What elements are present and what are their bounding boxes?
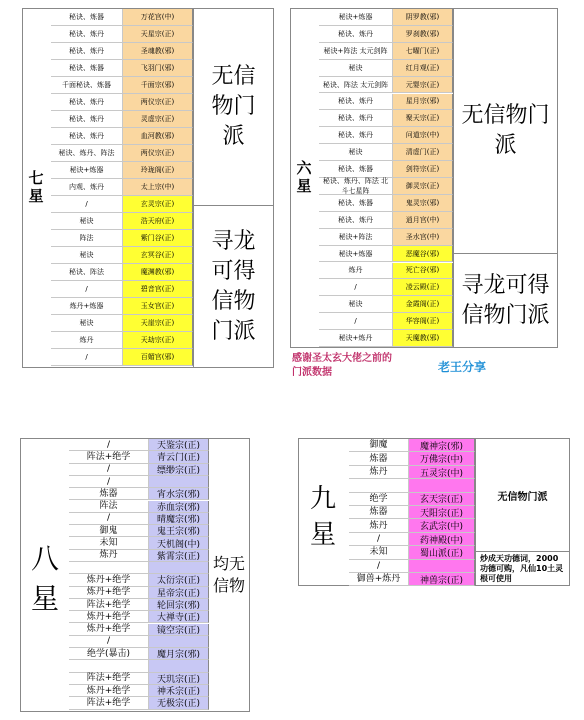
seven-row-method: 炼丹+炼器 [51,298,123,315]
eight-row-sect: 宵水宗(邪) [149,488,209,500]
nine-row-sect [409,560,475,573]
eight-row-method: 绝学(暴击) [69,648,149,660]
seven-row-sect: 玄冥谷(正) [123,247,193,264]
eight-row-method [69,562,149,574]
seven-row-sect: 天崖宗(正) [123,315,193,332]
six-row-sect: 死亡谷(邪) [393,263,453,280]
nine-row-method: 绝学 [349,493,409,506]
seven-row-method: 阵法 [51,230,123,247]
eight-row-method: 阵法+绝学 [69,599,149,611]
seven-row-sect: 玄灵宗(正) [123,196,193,213]
eight-no-token-sect: 均无信物 [213,554,246,595]
eight-row-method [69,660,149,672]
six-row-sect: 凌云殿(正) [393,279,453,296]
nine-row-method: / [349,560,409,573]
thanks-note: 感谢圣太玄大佬之前的门派数据 [292,353,392,378]
seven-row-method: 秘诀、炼器 [51,60,123,77]
six-row-sect: 聚天宗(正) [393,110,453,127]
six-no-token-sect: 无信物门派 [453,9,557,253]
nine-row-method: / [349,533,409,546]
eight-row-method: 炼丹+绝学 [69,611,149,623]
seven-row-sect: 天星宗(正) [123,26,193,43]
seven-row-method: / [51,281,123,298]
six-row-method: 秘诀 [319,296,393,313]
eight-row-sect [149,476,209,488]
eight-row-sect: 太衍宗(正) [149,574,209,586]
nine-star-panel [298,438,570,586]
seven-row-sect: 天劫宗(正) [123,332,193,349]
eight-row-method: / [69,636,149,648]
seven-row-method: 秘诀、炼丹 [51,26,123,43]
nine-row-method: 御魔 [349,439,409,452]
eight-row-method: 炼丹+绝学 [69,574,149,586]
seven-row-sect: 太上宗(中) [123,179,193,196]
seven-row-method: 秘诀、炼丹 [51,94,123,111]
nine-row-method [349,479,409,492]
six-row-method: 秘诀+炼丹 [319,330,393,347]
seven-row-method: 秘诀 [51,213,123,230]
share-note: 老王分享 [438,360,487,374]
six-row-sect: 金霞阁(正) [393,296,453,313]
six-row-method: 秘诀、炼丹 [319,94,393,111]
seven-star-label: 七星 [28,169,44,205]
nine-row-sect: 魔神宗(邪) [409,439,475,452]
six-row-method: 秘诀、炼丹 [319,26,393,43]
six-row-method: 炼丹 [319,263,393,280]
six-row-sect: 御灵宗(正) [393,178,453,195]
eight-row-method: 炼丹 [69,550,149,562]
eight-row-method: 阵法+绝学 [69,673,149,685]
eight-row-sect: 无极宗(正) [149,697,209,709]
eight-row-method: 炼器 [69,488,149,500]
eight-row-method: 炼丹+绝学 [69,624,149,636]
six-row-method: 秘诀、炼器 [319,161,393,178]
six-row-method: 秘诀、炼器 [319,195,393,212]
seven-row-sect: 玉女宫(正) [123,298,193,315]
eight-row-method: / [69,476,149,488]
six-row-sect: 红月观(正) [393,60,453,77]
six-row-sect: 恶魔谷(邪) [393,246,453,263]
six-row-method: 秘诀、炼丹 [319,127,393,144]
seven-row-sect: 灵虚宗(正) [123,111,193,128]
six-row-sect: 问道宗(中) [393,127,453,144]
eight-row-sect: 天鉴宗(正) [149,439,209,451]
seven-row-method: 秘诀 [51,247,123,264]
six-row-method: 秘诀、阵法 太元剑阵 [319,77,393,94]
six-row-sect: 天魔教(邪) [393,330,453,347]
nine-row-sect: 神兽宗(正) [409,573,475,586]
nine-row-method: 炼丹 [349,519,409,532]
seven-no-token-sect: 无信物门派 [193,9,273,205]
six-row-method: 秘诀+阵法 太元剑阵 [319,43,393,60]
six-row-sect: 七曜门(正) [393,43,453,60]
nine-row-method: 炼器 [349,452,409,465]
nine-row-sect: 天阳宗(正) [409,506,475,519]
nine-star-label: 九星 [309,484,336,550]
nine-row-sect: 蜀山派(正) [409,546,475,559]
eight-row-method: 阵法 [69,501,149,513]
eight-star-panel [20,438,250,712]
eight-row-method: / [69,513,149,525]
seven-row-sect: 浩天府(正) [123,213,193,230]
six-row-sect: 星月宗(邪) [393,94,453,111]
eight-row-sect: 镜空宗(正) [149,624,209,636]
eight-star-label: 八星 [30,542,59,615]
eight-row-sect: 神禾宗(正) [149,685,209,697]
seven-row-sect: 百媚宫(邪) [123,349,193,366]
eight-row-method: 炼丹+绝学 [69,587,149,599]
eight-row-sect: 赤血宗(邪) [149,501,209,513]
seven-row-sect: 魔渊教(邪) [123,264,193,281]
seven-row-method: 秘诀 [51,315,123,332]
eight-row-sect: 缥缈宗(正) [149,464,209,476]
seven-row-method: 秘诀、炼丹 [51,128,123,145]
seven-row-method: 秘诀、炼丹、阵法 [51,145,123,162]
seven-row-sect: 血河教(邪) [123,128,193,145]
six-row-sect: 元婴宗(正) [393,77,453,94]
eight-row-sect [149,660,209,672]
six-row-method: 秘诀、炼丹 [319,110,393,127]
six-row-method: / [319,279,393,296]
seven-row-method: 秘诀、炼器 [51,9,123,26]
nine-row-method: 未知 [349,546,409,559]
seven-row-sect: 两仪宗(正) [123,94,193,111]
seven-row-method: 炼丹 [51,332,123,349]
nine-row-sect: 玄天宗(正) [409,493,475,506]
nine-row-method: 炼器 [349,506,409,519]
seven-star-panel [22,8,274,368]
eight-row-method: 阵法+绝学 [69,451,149,463]
eight-row-sect: 大禅寺(正) [149,611,209,623]
six-star-label: 六星 [296,159,312,195]
nine-row-sect: 玄武宗(中) [409,519,475,532]
seven-row-sect: 玲珑阁(正) [123,162,193,179]
seven-row-sect: 万花宫(中) [123,9,193,26]
nine-row-sect: 五灵宗(中) [409,466,475,479]
seven-row-method: / [51,349,123,366]
seven-row-sect: 紫门谷(正) [123,230,193,247]
seven-row-method: / [51,196,123,213]
seven-dragon-token-sect: 寻龙可得信物门派 [193,205,273,367]
six-row-sect: 阴罗教(邪) [393,9,453,26]
six-row-sect: 华容阁(正) [393,313,453,330]
eight-row-sect: 晴魔宗(邪) [149,513,209,525]
seven-row-sect: 碧音宫(正) [123,281,193,298]
eight-row-method: 御鬼 [69,525,149,537]
seven-row-method: 秘诀、炼丹 [51,43,123,60]
six-row-sect: 逍月宫(中) [393,212,453,229]
seven-row-method: 秘诀、阵法 [51,264,123,281]
eight-row-sect: 天机阁(中) [149,537,209,549]
nine-no-token-sect: 无信物门派 [475,439,569,551]
nine-row-sect: 万佛宗(中) [409,452,475,465]
six-row-method: 秘诀 [319,60,393,77]
seven-row-method: 秘诀、炼丹 [51,111,123,128]
nine-row-method: 御兽+炼丹 [349,573,409,586]
six-row-method: 秘诀、炼丹 [319,212,393,229]
seven-row-sect: 两仪宗(正) [123,145,193,162]
eight-row-sect [149,562,209,574]
eight-row-sect: 鬼王宗(邪) [149,525,209,537]
nine-row-sect: 药神殿(中) [409,533,475,546]
nine-row-sect [409,479,475,492]
six-row-sect: 圣水宫(中) [393,229,453,246]
eight-row-method: / [69,439,149,451]
six-row-sect: 清虚门(正) [393,144,453,161]
six-row-method: 秘诀 [319,144,393,161]
six-row-method: 秘诀+阵法 [319,229,393,246]
eight-row-sect: 轮回宗(邪) [149,599,209,611]
seven-row-method: 千面秘诀、炼器 [51,77,123,94]
eight-row-method: 阵法+绝学 [69,697,149,709]
eight-row-sect: 青云门(正) [149,451,209,463]
eight-row-method: / [69,464,149,476]
eight-row-method: 未知 [69,537,149,549]
seven-row-sect: 千面宗(邪) [123,77,193,94]
eight-row-sect: 星帝宗(正) [149,587,209,599]
nine-row-method: 炼丹 [349,466,409,479]
seven-row-method: 内观、炼丹 [51,179,123,196]
seven-row-sect: 圣魂教(邪) [123,43,193,60]
six-row-sect: 剑符宗(正) [393,161,453,178]
eight-row-sect: 天玑宗(正) [149,673,209,685]
six-dragon-token-sect: 寻龙可得信物门派 [453,253,557,347]
six-row-method: / [319,313,393,330]
eight-row-sect: 魔月宗(邪) [149,648,209,660]
eight-row-sect: 紫霄宗(正) [149,550,209,562]
six-star-panel [290,8,558,348]
seven-row-method: 秘诀+炼器 [51,162,123,179]
six-row-sect: 鬼灵宗(邪) [393,195,453,212]
seven-row-sect: 飞羽门(邪) [123,60,193,77]
nine-merit-note: 炒成天功德词，2000功德可购，凡仙10土灵根可使用 [475,551,569,585]
six-row-method: 秘诀+炼器 [319,246,393,263]
eight-row-method: 炼丹+绝学 [69,685,149,697]
six-row-method: 秘诀、炼丹、阵法 北斗七星阵 [319,178,393,195]
six-row-method: 秘诀+炼器 [319,9,393,26]
six-row-sect: 罗刹教(邪) [393,26,453,43]
eight-row-sect [149,636,209,648]
